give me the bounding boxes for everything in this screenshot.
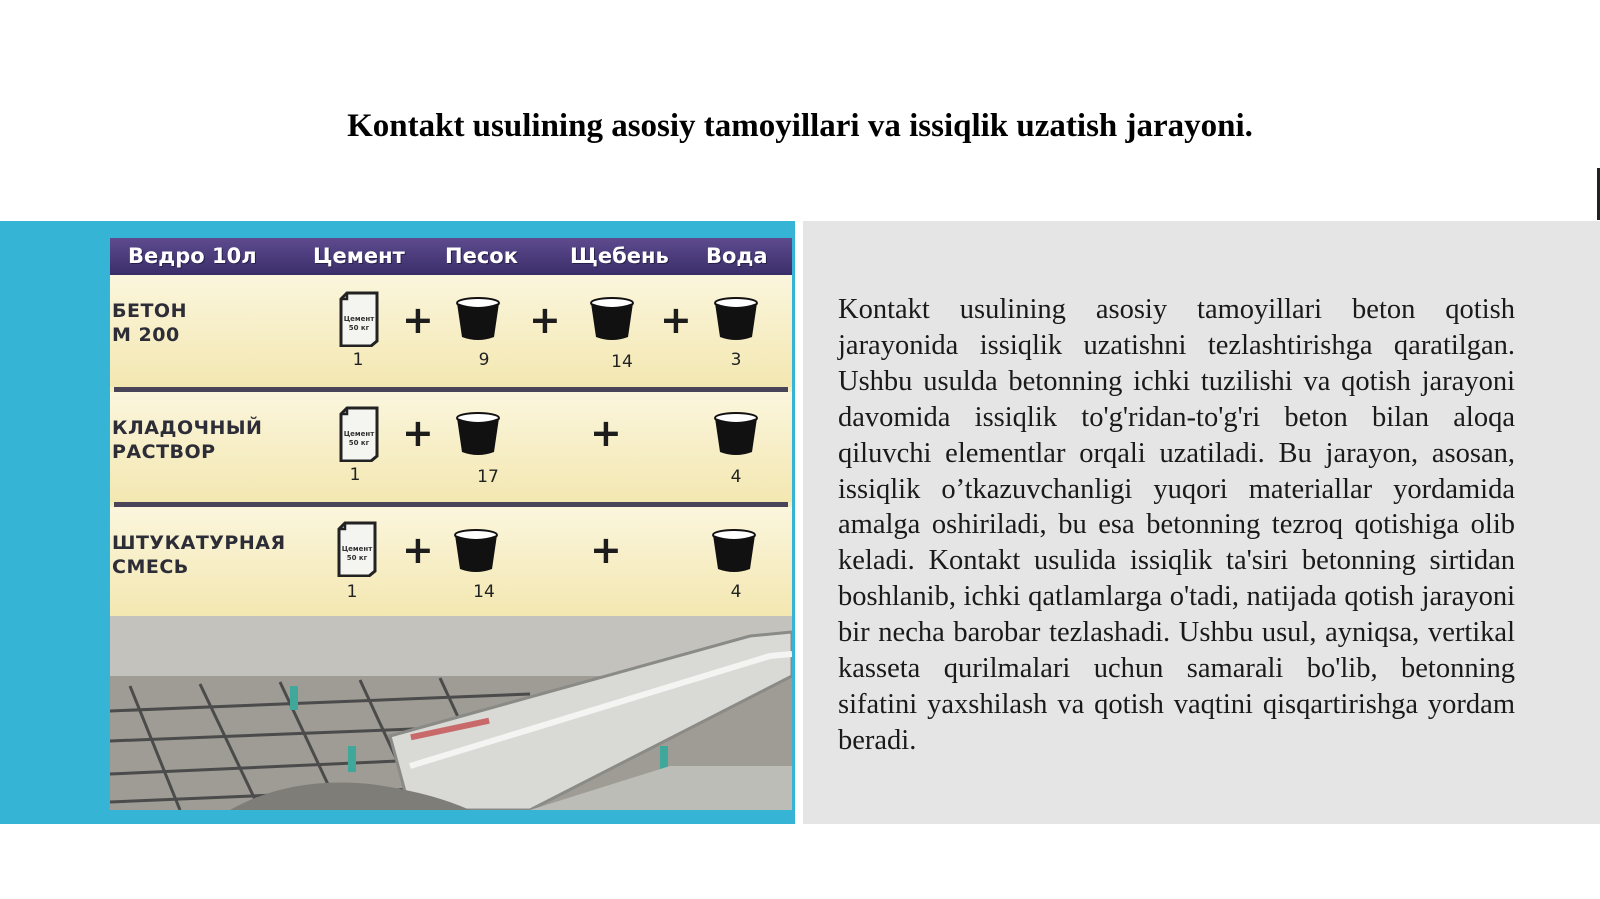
slide-title: Kontakt usulining asosiy tamoyillari va issiqlik uzatish jarayoni.: [347, 108, 1253, 144]
plus-icon: +: [660, 298, 692, 342]
svg-text:50 кг: 50 кг: [348, 439, 370, 447]
header-bucket-10l: Ведро 10л: [128, 244, 257, 268]
header-sand: Песок: [445, 244, 518, 268]
bucket-icon: [714, 297, 758, 341]
bucket-icon: [712, 529, 756, 573]
bucket-icon: [456, 297, 500, 341]
cement-bag-icon: [335, 521, 379, 577]
mix-row-plaster: [110, 507, 792, 616]
cement-bag-icon: [337, 406, 381, 462]
row-title-masonry: КЛАДОЧНЫЙ РАСТВОР: [112, 417, 263, 463]
plus-icon: +: [402, 411, 434, 455]
qty-cement: 1: [352, 350, 364, 370]
bucket-icon: [590, 297, 634, 341]
qty-sand: 9: [478, 350, 490, 370]
qty-cement: 1: [349, 465, 361, 485]
svg-text:50 кг: 50 кг: [348, 324, 370, 332]
plus-icon: +: [590, 411, 622, 455]
concrete-pour-photo: [110, 616, 792, 810]
qty-cement: 1: [346, 582, 358, 602]
header-cement: Цемент: [313, 244, 405, 268]
qty-sand: 17: [477, 467, 499, 487]
slide-body-text: Kontakt usulining asosiy tamoyillari beton qotish jarayonida issiqlik uzatishni tezlashtirishga qaratilgan. Ushbu usulda betonning ichki tuzilishi va qotish jarayoni davomida issiqlik to'g'ridan-to'g'ri beton bilan aloqa qiluvchi elementlar orqali uzatiladi. Bu jarayon, asosan, issiqlik o’tkazuvchanligi yuqori materiallar yordamida amalga oshiriladi, bu esa betonning tezroq qotishiga olib keladi. Kontakt usulida issiqlik ta'siri betonning sirtidan boshlanib, ichki qatlamlarga o'tadi, natijada qotish jarayoni bir necha barobar tezlashadi. Ushbu usul, ayniqsa, vertikal kasseta qurilmalari uchun samarali bo'lib, betonning sifatini yaxshilash va qotish vaqtini qisqartirishga yordam beradi.: [838, 294, 1515, 756]
qty-water: 4: [730, 467, 742, 487]
svg-text:Цемент: Цемент: [341, 545, 373, 553]
concrete-mix-infographic: [110, 238, 792, 810]
qty-sand: 14: [473, 582, 495, 602]
mix-row-concrete: [110, 275, 792, 387]
plus-icon: +: [590, 528, 622, 572]
infographic-header: [110, 238, 792, 275]
plus-icon: +: [402, 298, 434, 342]
header-water: Вода: [706, 244, 768, 268]
bucket-icon: [714, 412, 758, 456]
svg-text:Цемент: Цемент: [343, 430, 375, 438]
row-title-concrete: БЕТОН М 200: [112, 300, 187, 346]
row-title-plaster: ШТУКАТУРНАЯ СМЕСЬ: [112, 532, 286, 578]
bucket-icon: [454, 529, 498, 573]
mix-row-masonry: [110, 392, 792, 502]
header-gravel: Щебень: [570, 244, 669, 268]
svg-text:Цемент: Цемент: [343, 315, 375, 323]
qty-water: 4: [730, 582, 742, 602]
bucket-icon: [456, 412, 500, 456]
plus-icon: +: [402, 528, 434, 572]
plus-icon: +: [529, 298, 561, 342]
qty-water: 3: [730, 350, 742, 370]
cement-bag-icon: [337, 291, 381, 347]
qty-gravel: 14: [611, 352, 633, 372]
svg-text:50 кг: 50 кг: [346, 554, 368, 562]
